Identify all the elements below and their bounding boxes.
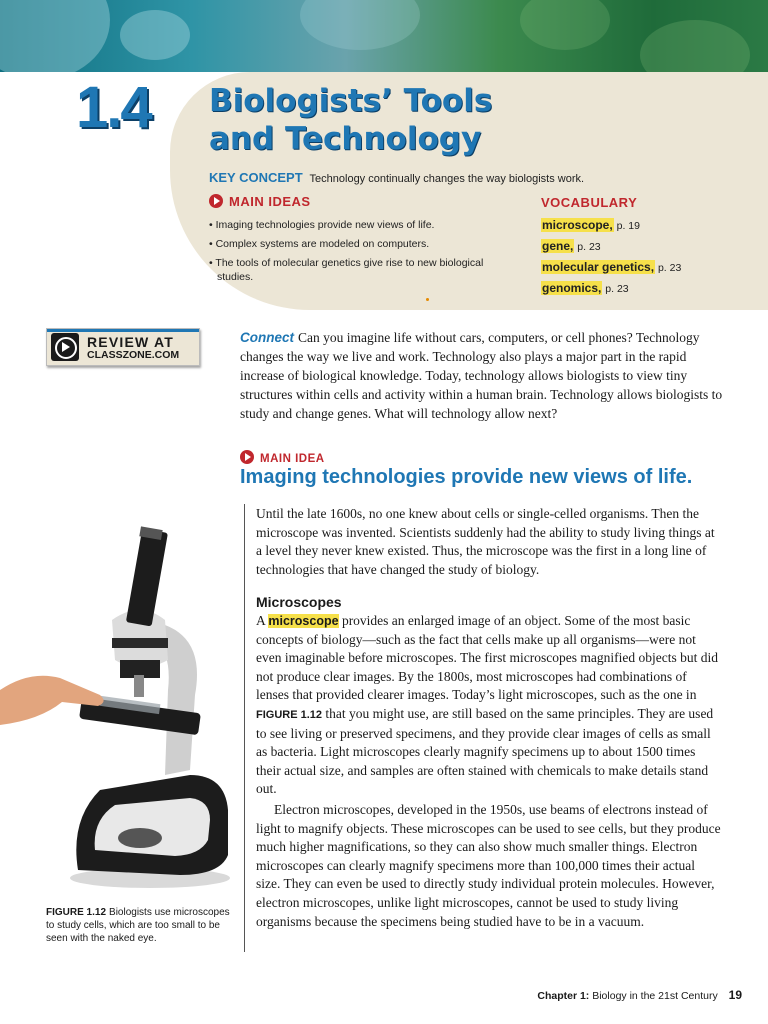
connect-text: Can you imagine life without cars, computers, or cell phones? Technology changes the way we live and work. Technology also plays a major part in the rapid increase of biological knowledge. Today, technology allows biologists to view tiny structures within cells and activity within a human brain. Technology allows biologists to study and change genes. What will technology allow next? <box>240 330 723 421</box>
objective-lens <box>134 675 144 697</box>
main-idea-tag-text: MAIN IDEA <box>260 453 325 465</box>
vocabulary-item[interactable] <box>541 218 681 239</box>
eyepiece-tube <box>126 528 168 626</box>
main-ideas-heading <box>209 194 311 209</box>
figure-reference: FIGURE 1.12 <box>256 708 323 721</box>
page-number: 19 <box>728 988 742 1002</box>
vocabulary-item[interactable] <box>541 239 681 260</box>
connect-paragraph <box>240 328 724 423</box>
main-idea-item: • Imaging technologies provide new views of life. <box>209 219 435 231</box>
main-idea-tag <box>240 450 325 465</box>
microscopes-heading: Microscopes <box>256 594 342 610</box>
key-concept-text: Technology continually changes the way biologists work. <box>309 173 585 185</box>
badge-top-bar <box>47 329 199 332</box>
vocabulary-page: p. 23 <box>605 283 629 295</box>
vocabulary-page: p. 23 <box>657 262 682 274</box>
vocabulary-term: molecular genetics, <box>542 260 655 274</box>
body-paragraph-2 <box>256 612 722 799</box>
vocabulary-page: p. 19 <box>616 220 640 232</box>
decorative-dot <box>426 298 429 301</box>
p2-after: that you might use, are still based on the same principles. They are used to see living or preserved specimens, and they provide clear images of cells as small as bacteria. Light microscopes clearly magnify specimens up to about 1500 times their actual size, and samples are often stained with chemicals to make details stand out. <box>256 705 714 797</box>
body-paragraph-1: Until the late 1600s, no one knew about cells or single-celled organisms. Then the microscope was invented. Scientists suddenly had the ability to study living things at a level they never knew existed. Thus, the microscope was the first in a long line of technologies that have changed the study of biology. <box>256 506 715 577</box>
p2-before: A <box>256 613 269 628</box>
chapter-title: Biology in the 21st Century <box>592 990 718 1002</box>
main-idea-item: • The tools of molecular genetics give rise to new biological studies. <box>209 257 484 283</box>
main-ideas-list <box>209 218 509 289</box>
figure-label: FIGURE 1.12 <box>46 907 107 918</box>
vocabulary-list <box>541 218 681 302</box>
body-paragraph-3: Electron microscopes, developed in the 1950s, use beams of electrons instead of light to magnify objects. These microscopes can be used to see cells, but they produce much higher magnifications, so they can also show much smaller things. Electron microscopes can clearly magnify specimens more than 100,000 times their actual size. They can even be used to directly study individual protein molecules. However, electron microscopes, unlike light microscopes, cannot be used to study living organisms because the specimens being studied have to be in a vacuum. <box>256 802 721 929</box>
vocabulary-term: gene, <box>542 239 574 253</box>
vocabulary-page: p. 23 <box>577 241 601 253</box>
header-banner-image <box>0 0 768 72</box>
vocabulary-item[interactable] <box>541 281 681 302</box>
microscope-photo <box>0 520 240 900</box>
vocabulary-item[interactable] <box>541 260 681 281</box>
connect-label: Connect <box>240 330 294 345</box>
section-title <box>209 82 629 158</box>
main-ideas-heading-text: MAIN IDEAS <box>229 194 311 209</box>
page-footer <box>537 988 742 1002</box>
vocabulary-term: microscope, <box>542 218 613 232</box>
review-site-label: CLASSZONE.COM <box>87 349 180 361</box>
section-title-line1: Biologists’ Tools <box>209 83 493 119</box>
figure-caption-text: Biologists use microscopes to study cells, which are too small to be seen with the naked eye. <box>46 907 230 944</box>
play-icon <box>51 333 79 361</box>
head-band <box>112 638 168 648</box>
main-idea-title: Imaging technologies provide new views of life. <box>240 466 693 488</box>
review-label: REVIEW AT <box>87 334 175 350</box>
chapter-label: Chapter 1: <box>537 990 590 1002</box>
vocabulary-heading: VOCABULARY <box>541 195 638 210</box>
base-light <box>118 828 162 848</box>
play-arrow-icon <box>240 450 254 464</box>
key-concept <box>209 170 584 185</box>
vocabulary-term: genomics, <box>542 281 602 295</box>
section-title-line2: and Technology <box>209 121 482 157</box>
key-concept-label: KEY CONCEPT <box>209 170 303 185</box>
review-at-classzone-button[interactable] <box>46 328 200 366</box>
vertical-rule <box>244 504 245 952</box>
p2-mid: provides an enlarged image of an object. Some of the most basic concepts of biology—such as the fact that cells make up all organisms—were not even imaginable before microscopes. The first microscopes magnified objects but did not produce clear images. By the 1800s, most microscopes had combinations of lenses that provided clearer images. Today’s light microscopes, such as the one in <box>256 613 718 703</box>
vocab-highlight-microscope[interactable]: microscope <box>268 614 339 628</box>
section-number: 1.4 <box>76 75 151 140</box>
main-idea-item: • Complex systems are modeled on computers. <box>209 238 430 250</box>
play-arrow-icon <box>209 194 223 208</box>
figure-caption <box>46 906 236 945</box>
